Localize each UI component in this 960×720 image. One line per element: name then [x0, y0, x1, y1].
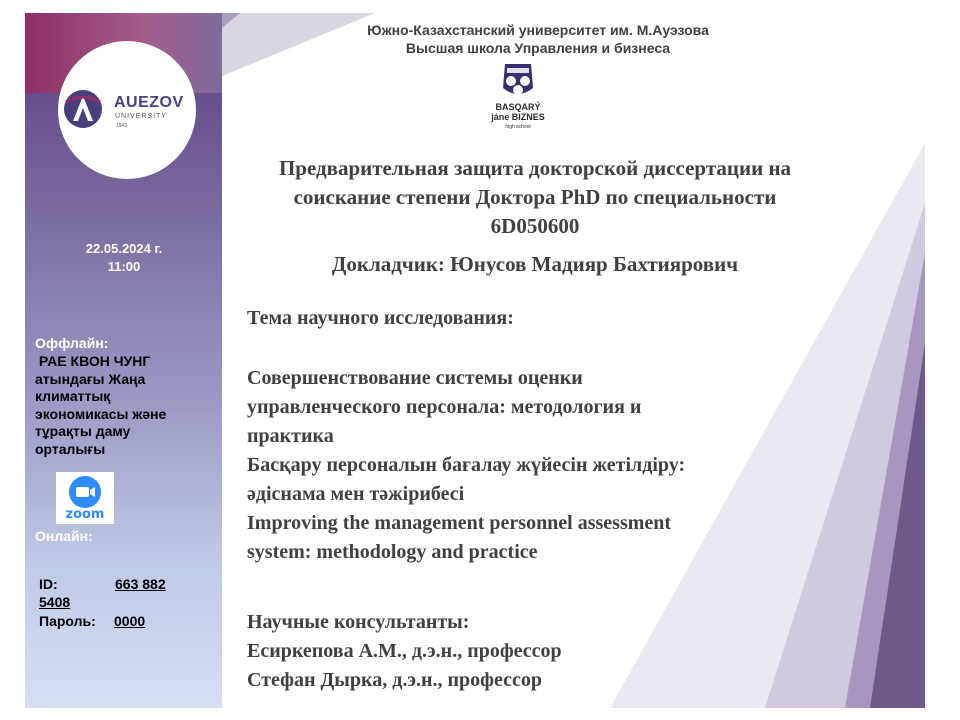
- advisor-item: Стефан Дырка, д.э.н., профессор: [247, 669, 542, 691]
- offline-line: орталығы: [35, 440, 106, 457]
- event-time: 11:00: [107, 259, 141, 274]
- topic-label: Тема научного исследования:: [247, 307, 514, 329]
- meeting-id-value-cont[interactable]: 5408: [39, 594, 71, 610]
- school-logo-line2: jáne BIZNES: [491, 112, 545, 122]
- meeting-id-value[interactable]: 663 882: [115, 576, 166, 592]
- advisors-label: Научные консультанты:: [247, 611, 470, 633]
- offline-line: PAE КВОН ЧУНГ: [35, 353, 151, 369]
- logo-title: AUEZOV: [114, 94, 184, 111]
- password-value[interactable]: 0000: [114, 613, 146, 629]
- defense-title: [228, 154, 842, 241]
- zoom-logo[interactable]: [56, 472, 114, 524]
- topic-line: Совершенствование системы оценки: [247, 367, 583, 389]
- topic-line: Басқару персоналын бағалау жүйесін жетілдіру:: [247, 454, 686, 476]
- school-name: Высшая школа Управления и бизнеса: [405, 40, 671, 56]
- offline-line: атындағы Жаңа: [35, 370, 146, 387]
- header: [300, 21, 776, 57]
- offline-line: тұрақты даму: [35, 423, 131, 439]
- school-logo-line3: high school: [505, 124, 531, 130]
- topic-line: әдіснама мен тәжірибесі: [247, 483, 465, 505]
- zoom-camera-icon: [69, 476, 101, 508]
- topic-text: [247, 364, 807, 567]
- event-datetime: [60, 240, 188, 276]
- university-name: Южно-Казахстанский университет им. М.Ауэзова: [367, 22, 709, 38]
- event-date: 22.05.2024 г.: [85, 241, 163, 256]
- zoom-wordmark: zoom: [65, 507, 105, 522]
- defense-line: 6D050600: [490, 214, 580, 238]
- defense-line: соискание степени Доктора PhD по специальности: [293, 185, 777, 209]
- topic-line: system: methodology and practice: [247, 541, 538, 563]
- basqary-logo-icon: [483, 58, 553, 136]
- offline-label: Оффлайн:: [35, 335, 109, 351]
- school-logo-line1: BASQARÝ: [495, 102, 541, 112]
- offline-location: [35, 353, 210, 458]
- offline-line: экономикасы және: [35, 405, 167, 422]
- advisors: [247, 608, 807, 695]
- topic-line: Improving the management personnel assessment: [247, 512, 672, 534]
- meeting-id-label: ID:: [39, 576, 58, 592]
- auezov-logo-icon: [62, 88, 104, 130]
- password-label: Пароль:: [39, 613, 96, 629]
- logo-year: 1943: [116, 123, 128, 129]
- offline-line: климаттық: [35, 388, 111, 404]
- topic-line: управленческого персонала: методология и: [247, 396, 642, 418]
- online-label: Онлайн:: [35, 528, 93, 544]
- defense-line: Предварительная защита докторской диссертации на: [278, 156, 792, 180]
- advisor-item: Есиркепова А.М., д.э.н., профессор: [247, 640, 562, 662]
- logo-subtitle: UNIVERSITY: [115, 113, 168, 120]
- speaker: Докладчик: Юнусов Мадияр Бахтиярович: [331, 252, 739, 276]
- topic-line: практика: [247, 425, 334, 447]
